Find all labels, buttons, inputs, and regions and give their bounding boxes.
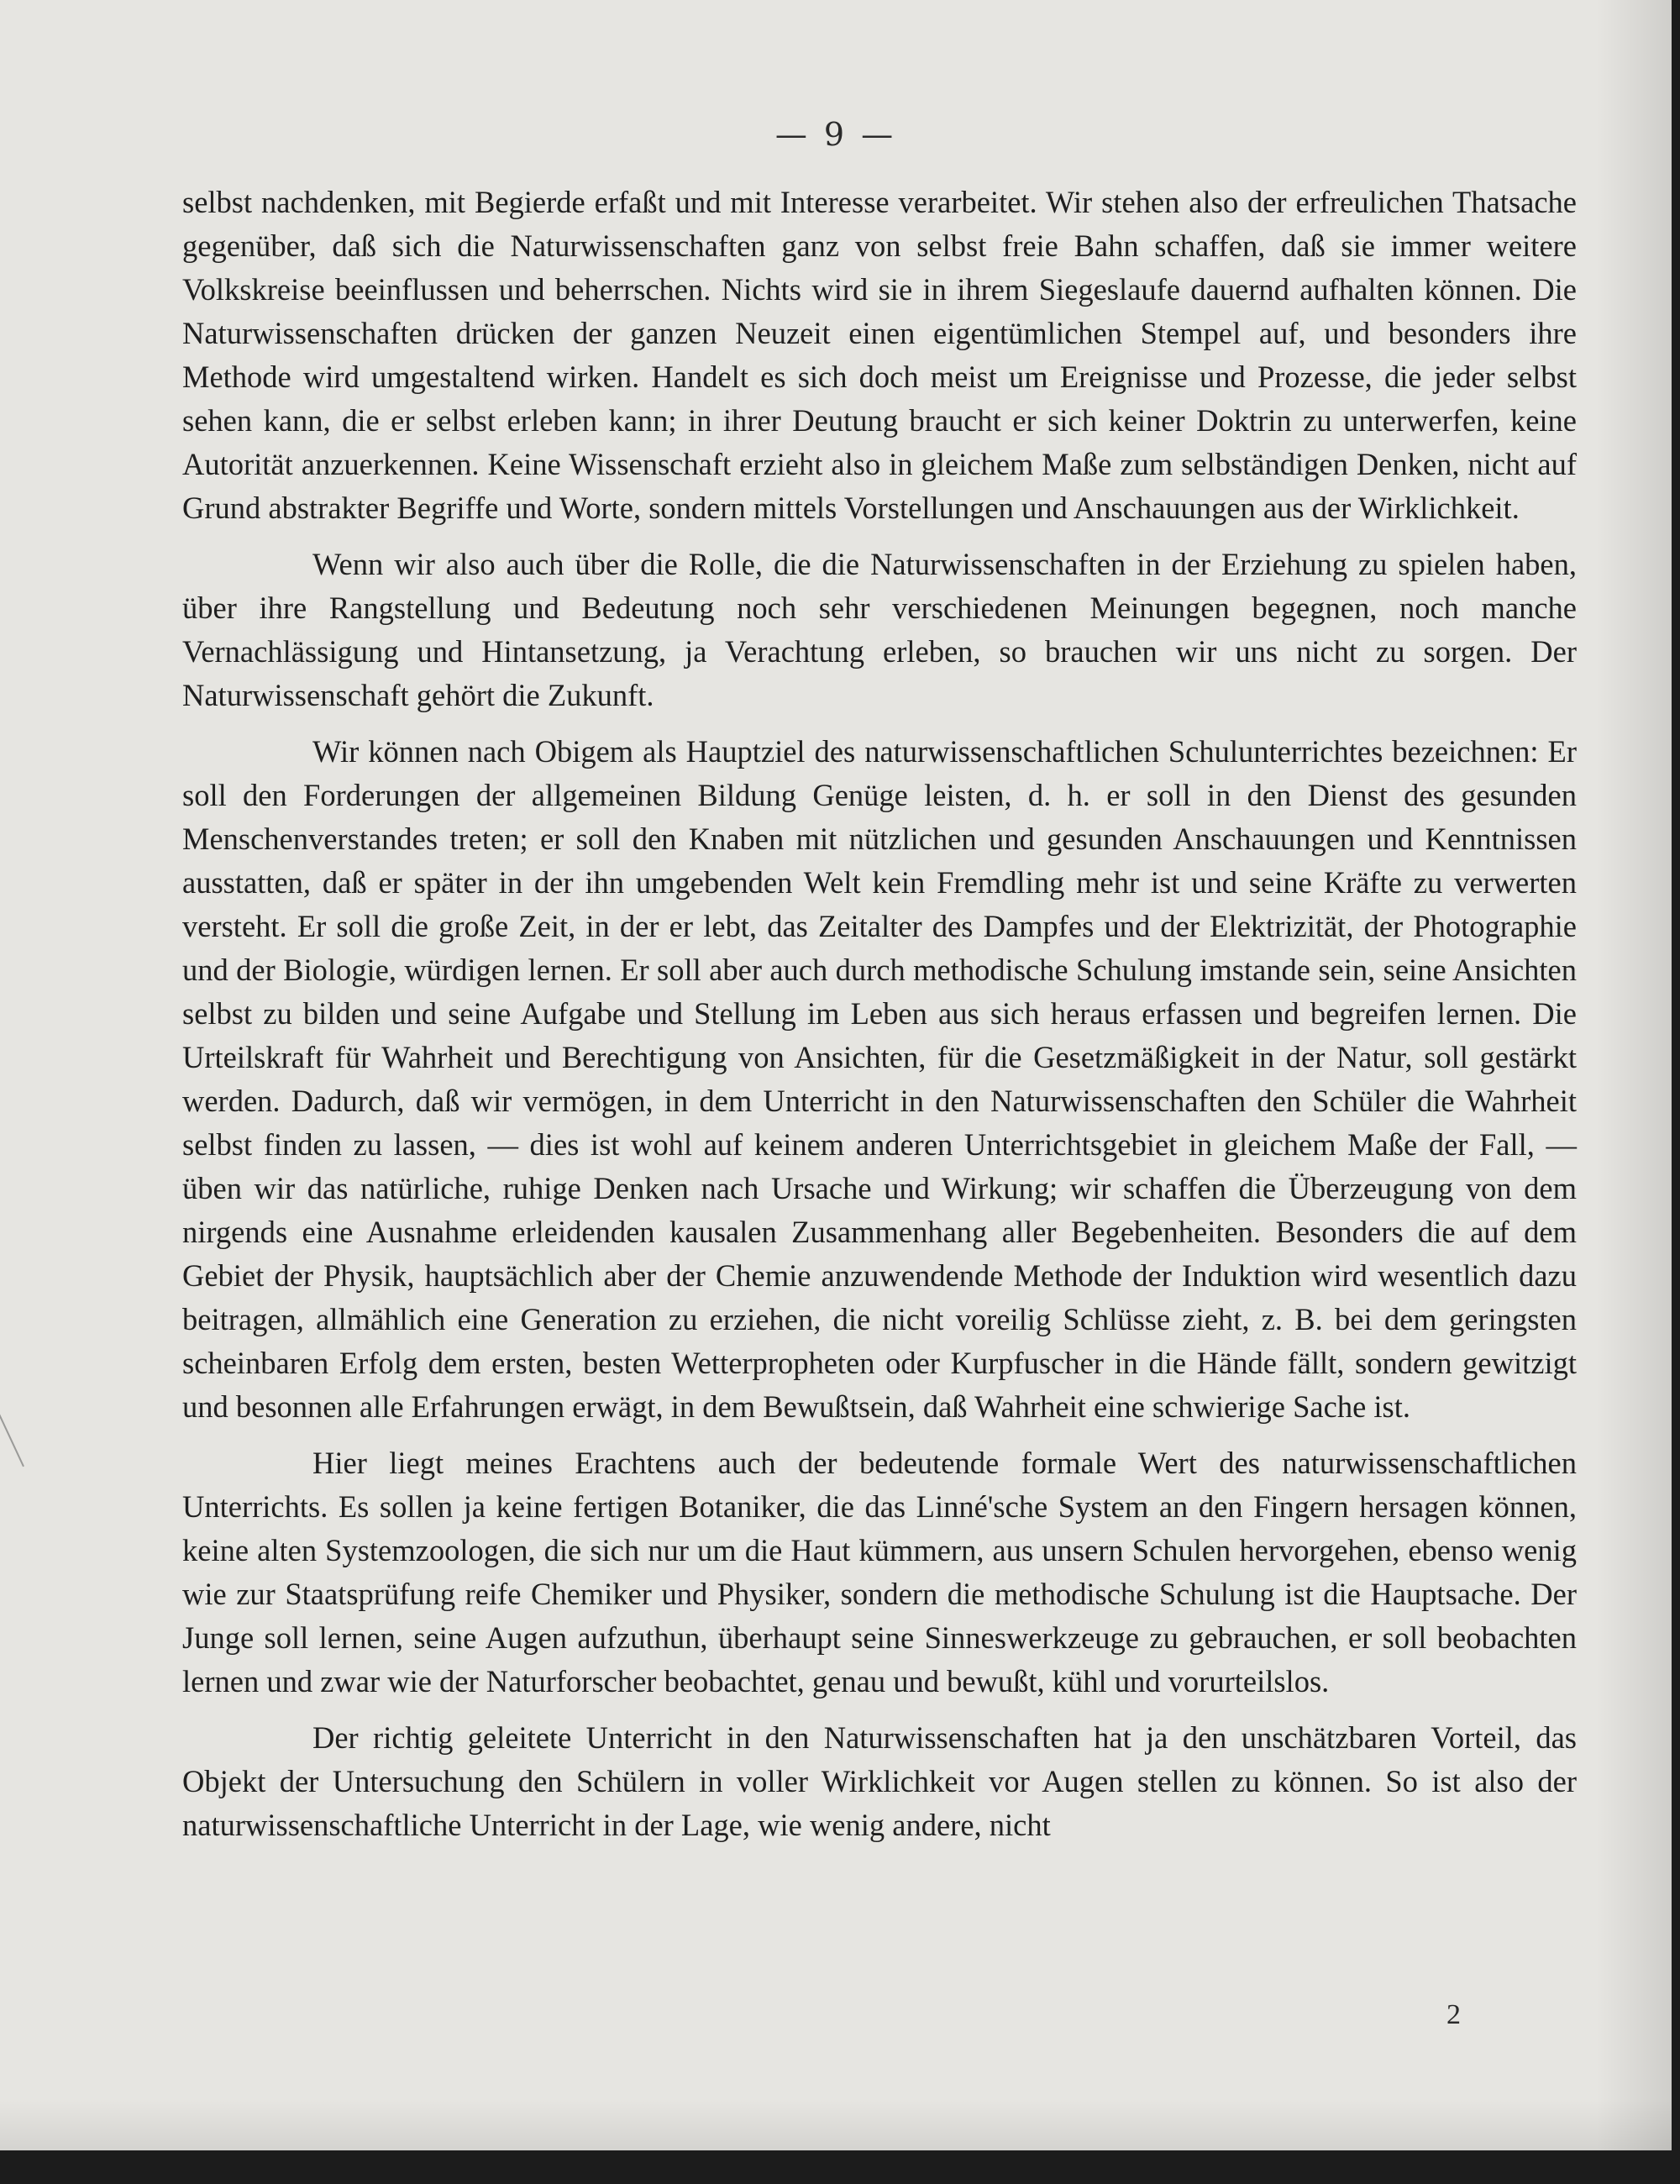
paragraph-5: Der richtig geleitete Unterricht in den Naturwissenschaften hat ja den unschätzbaren Vorteil, das Objekt der Untersuchung den Schülern in voller Wirklichkeit vor Augen stellen zu können. So ist also der naturwissenschaftliche Unterricht in der Lage, wie wenig andere, nicht [182,1720,1577,1842]
body-text [182,181,1577,1860]
margin-pencil-mark [0,1398,24,1467]
paragraph-3: Wir können nach Obigem als Hauptziel des naturwissenschaftlichen Schulunterrichtes bezeichnen: Er soll den Forderungen der allgemeinen Bildung Genüge leisten, d. h. er soll in den Dienst des gesunden Menschenverstandes treten; er soll den Knaben mit nützlichen und gesunden Anschauungen und Kenntnissen ausstatten, daß er später in der ihn umgebenden Welt kein Fremdling mehr ist und seine Kräfte zu verwerten versteht. Er soll die große Zeit, in der er lebt, das Zeitalter des Dampfes und der Elektrizität, der Photographie und der Biologie, würdigen lernen. Er soll aber auch durch methodische Schulung imstande sein, seine Ansichten selbst zu bilden und seine Aufgabe und Stellung im Leben aus sich heraus erfassen und begreifen lernen. Die Urteilskraft für Wahrheit und Berechtigung von Ansichten, für die Gesetzmäßigkeit in der Natur, soll gestärkt werden. Dadurch, daß wir vermögen, in dem Unterricht in den Naturwissenschaften den Schüler die Wahrheit selbst finden zu lassen, — dies ist wohl auf keinem anderen Unterrichtsgebiet in gleichem Maße der Fall, — üben wir das natürliche, ruhige Denken nach Ursache und Wirkung; wir schaffen die Überzeugung von dem nirgends eine Ausnahme erleidenden kausalen Zusammenhang aller Begebenheiten. Besonders die auf dem Gebiet der Physik, hauptsächlich aber der Chemie anzuwendende Methode der Induktion wird wesentlich dazu beitragen, allmählich eine Generation zu erziehen, die nicht voreilig Schlüsse zieht, z. B. bei dem geringsten scheinbaren Erfolg dem ersten, besten Wetterpropheten oder Kurpfuscher in die Hände fällt, sondern gewitzigt und besonnen alle Erfahrungen erwägt, in dem Bewußtsein, daß Wahrheit eine schwierige Sache ist. [182,734,1577,1424]
paragraph-1: selbst nachdenken, mit Begierde erfaßt und mit Interesse verarbeitet. Wir stehen also der erfreulichen Thatsache gegenüber, daß sich die Naturwissenschaften ganz von selbst freie Bahn schaffen, daß sie immer weitere Volkskreise beeinflussen und beherrschen. Nichts wird sie in ihrem Siegeslaufe dauernd aufhalten können. Die Naturwissenschaften drücken der ganzen Neuzeit einen eigentümlichen Stempel auf, und besonders ihre Methode wird umgestaltend wirken. Handelt es sich doch meist um Ereignisse und Prozesse, die jeder selbst sehen kann, die er selbst erleben kann; in ihrer Deutung braucht er sich keiner Doktrin zu unterwerfen, keine Autorität anzuerkennen. Keine Wissenschaft erzieht also in gleichem Maße zum selbständigen Denken, nicht auf Grund abstrakter Begriffe und Worte, sondern mittels Vorstellungen und Anschauungen aus der Wirklichkeit. [182,185,1577,525]
page-edge-shadow [1596,0,1672,2150]
page-bottom-shadow [0,2100,1672,2150]
paragraph-4: Hier liegt meines Erachtens auch der bedeutende formale Wert des naturwissenschaftlichen Unterrichts. Es sollen ja keine fertigen Botaniker, die das Linné'sche System an den Fingern hersagen können, keine alten Systemzoologen, die sich nur um die Haut kümmern, aus unsern Schulen hervorgehen, ebenso wenig wie zur Staatsprüfung reife Chemiker und Physiker, sondern die methodische Schulung ist die Hauptsache. Der Junge soll lernen, seine Augen aufzuthun, überhaupt seine Sinneswerkzeuge zu gebrauchen, er soll beobachten lernen und zwar wie der Naturforscher beobachtet, genau und bewußt, kühl und vorurteilslos. [182,1446,1577,1698]
page-number: — 9 — [774,116,897,153]
signature-mark: 2 [1446,1999,1461,2030]
paragraph-2: Wenn wir also auch über die Rolle, die die Naturwissenschaften in der Erziehung zu spielen haben, über ihre Rangstellung und Bedeutung noch sehr verschiedenen Meinungen begegnen, noch manche Vernachlässigung und Hintansetzung, ja Verachtung erleben, so brauchen wir uns nicht zu sorgen. Der Naturwissenschaft gehört die Zukunft. [182,547,1577,712]
